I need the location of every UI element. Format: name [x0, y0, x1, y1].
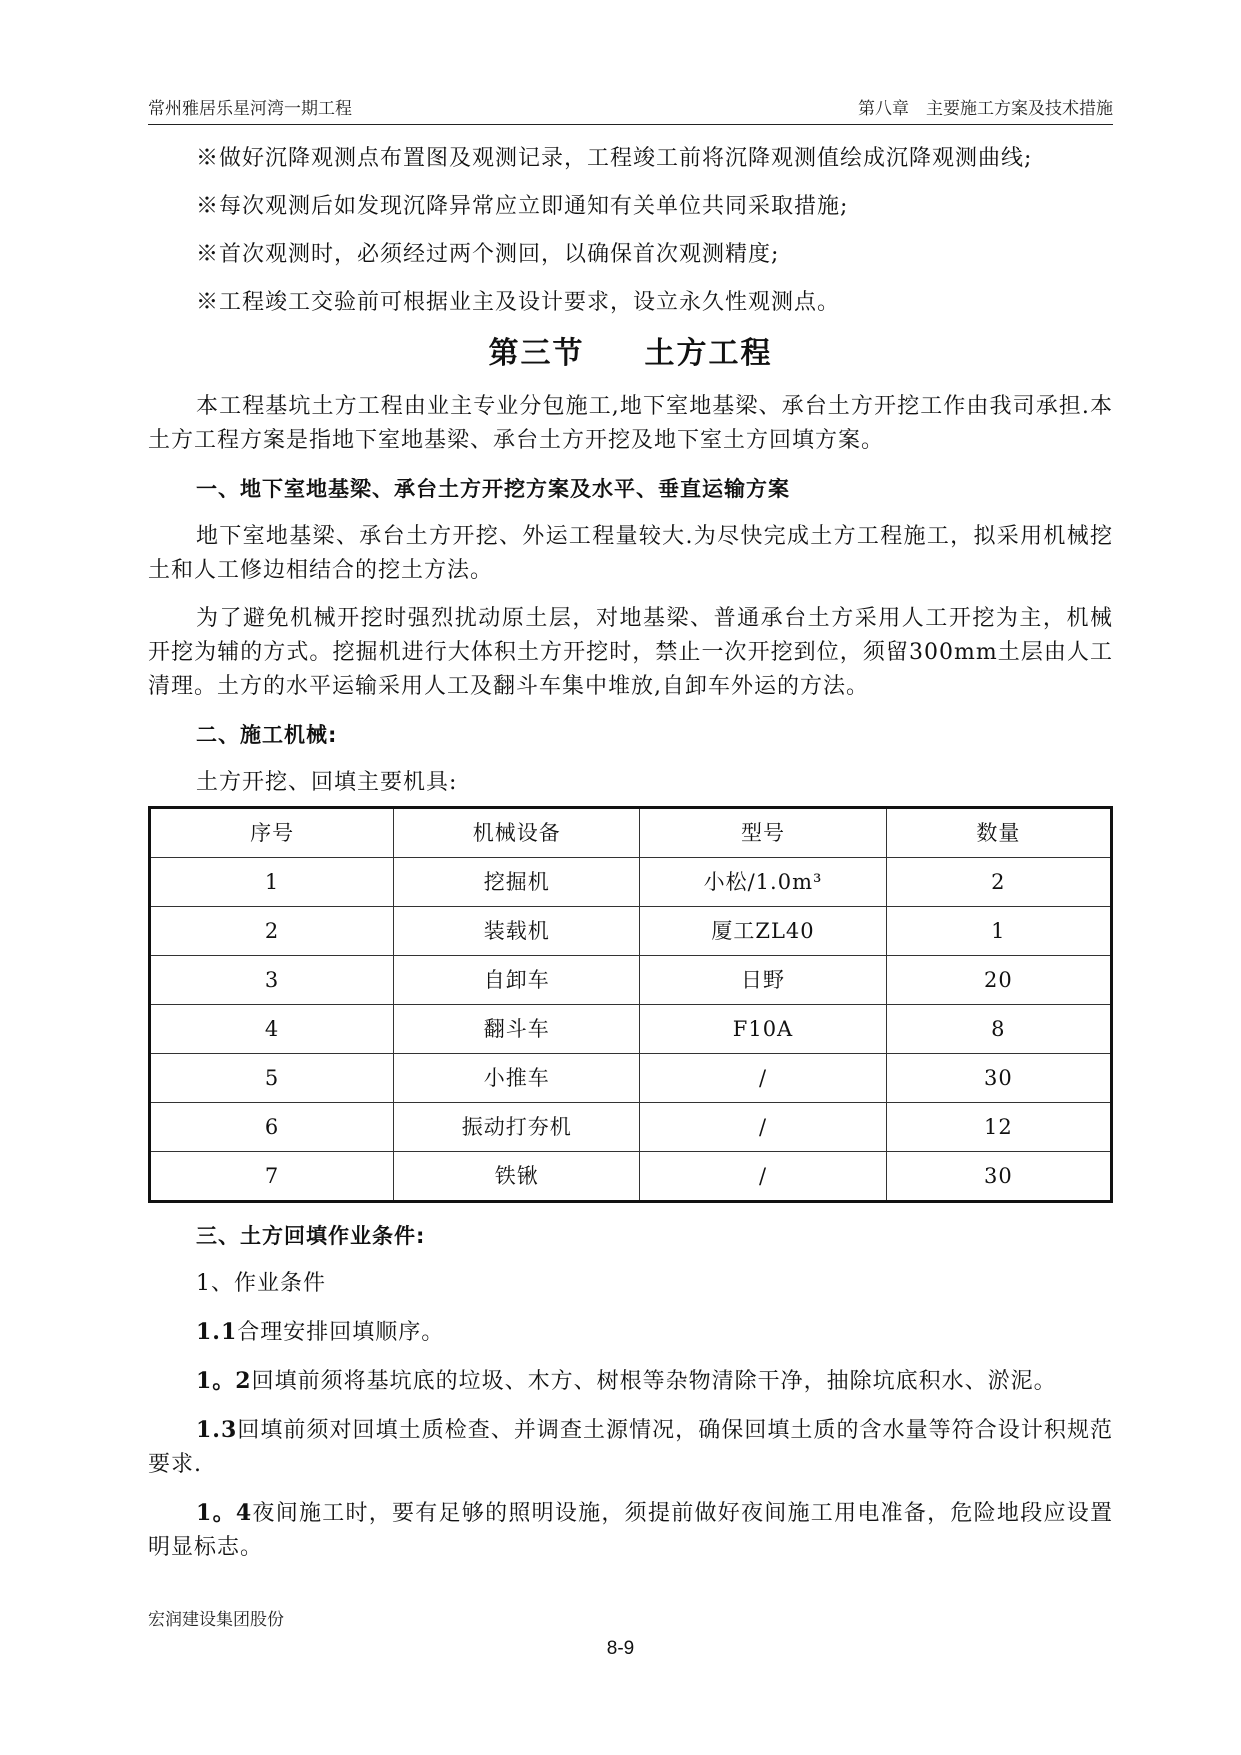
header-chapter-title: 第八章 主要施工方案及技术措施: [858, 99, 1113, 119]
page-number: 8-9: [606, 1638, 635, 1659]
footer-company: 宏润建设集团股份: [148, 1610, 284, 1630]
table-row: [150, 1152, 1112, 1202]
item-number: 1.1: [196, 1319, 238, 1345]
section-name: 土方工程: [644, 336, 773, 371]
table-cell: 小推车: [394, 1054, 640, 1103]
item-number: 1.3: [196, 1417, 238, 1443]
table-cell: 5: [150, 1054, 394, 1103]
heading-backfill-conditions: 三、土方回填作业条件:: [196, 1224, 426, 1248]
table-cell: 装载机: [394, 907, 640, 956]
item-text: 回填前须对回填土质检查、并调查土源情况，确保回填土质的含水量等符合设计积规范要求.: [148, 1418, 1113, 1477]
table-cell: 小松/1.0m³: [640, 858, 886, 907]
item-text: 合理安排回填顺序。: [237, 1320, 445, 1345]
bullet-item: ※首次观测时，必须经过两个测回，以确保首次观测精度;: [196, 242, 780, 267]
table-cell: 2: [150, 907, 394, 956]
sub-heading: 1、作业条件: [196, 1271, 326, 1296]
intro-paragraph: 本工程基坑土方工程由业主专业分包施工,地下室地基梁、承台土方开挖工作由我司承担.本土方工程方案是指地下室地基梁、承台土方开挖及地下室土方回填方案。: [148, 394, 1113, 453]
table-cell: 4: [150, 1005, 394, 1054]
table-caption: 土方开挖、回填主要机具:: [196, 770, 458, 795]
numbered-item: [148, 1413, 1113, 1482]
heading-excavation-plan: 一、地下室地基梁、承台土方开挖方案及水平、垂直运输方案: [196, 477, 790, 501]
section-title: [148, 334, 1113, 374]
machinery-table: [148, 806, 1113, 1203]
bullet-item: ※工程竣工交验前可根据业主及设计要求，设立永久性观测点。: [196, 290, 841, 315]
column-header: 机械设备: [394, 808, 640, 858]
table-cell: 铁锹: [394, 1152, 640, 1202]
item-number: 1。4: [196, 1500, 253, 1526]
table-cell: 30: [886, 1054, 1111, 1103]
table-cell: 自卸车: [394, 956, 640, 1005]
numbered-item: [148, 1364, 1113, 1399]
table-cell: /: [640, 1152, 886, 1202]
table-cell: F10A: [640, 1005, 886, 1054]
section-number: 第三节: [488, 336, 585, 371]
paragraph: 为了避免机械开挖时强烈扰动原土层，对地基梁、普通承台土方采用人工开挖为主，机械开挖为辅的方式。挖掘机进行大体积土方开挖时，禁止一次开挖到位，须留300mm土层由人工清理。土方的水平运输采用人工及翻斗车集中堆放,自卸车外运的方法。: [148, 606, 1113, 699]
header-project-name: 常州雅居乐星河湾一期工程: [148, 99, 352, 119]
column-header: 数量: [886, 808, 1111, 858]
bullet-item: ※做好沉降观测点布置图及观测记录，工程竣工前将沉降观测值绘成沉降观测曲线;: [196, 146, 1033, 171]
table-cell: 1: [886, 907, 1111, 956]
table-row: [150, 1005, 1112, 1054]
table-cell: 2: [886, 858, 1111, 907]
column-header: 型号: [640, 808, 886, 858]
item-text: 回填前须将基坑底的垃圾、木方、树根等杂物清除干净，抽除坑底积水、淤泥。: [251, 1369, 1057, 1394]
table-cell: 30: [886, 1152, 1111, 1202]
bullet-item: ※每次观测后如发现沉降异常应立即通知有关单位共同采取措施;: [196, 194, 849, 219]
heading-machinery: 二、施工机械:: [196, 723, 338, 747]
column-header: 序号: [150, 808, 394, 858]
page-body: [148, 142, 1113, 1579]
table-cell: 厦工ZL40: [640, 907, 886, 956]
numbered-item: [148, 1315, 1113, 1350]
item-number: 1。2: [196, 1368, 252, 1394]
table-cell: 3: [150, 956, 394, 1005]
table-cell: /: [640, 1103, 886, 1152]
item-text: 夜间施工时，要有足够的照明设施，须提前做好夜间施工用电准备，危险地段应设置明显标志。: [148, 1501, 1113, 1560]
table-cell: 12: [886, 1103, 1111, 1152]
page-header: [148, 92, 1113, 125]
table-row: [150, 907, 1112, 956]
table-cell: 7: [150, 1152, 394, 1202]
table-cell: /: [640, 1054, 886, 1103]
paragraph: 地下室地基梁、承台土方开挖、外运工程量较大.为尽快完成土方工程施工，拟采用机械挖土和人工修边相结合的挖土方法。: [148, 524, 1113, 583]
numbered-item: [148, 1496, 1113, 1565]
table-row: [150, 1103, 1112, 1152]
table-row: [150, 1054, 1112, 1103]
table-cell: 8: [886, 1005, 1111, 1054]
table-cell: 翻斗车: [394, 1005, 640, 1054]
table-row: [150, 956, 1112, 1005]
table-row: [150, 858, 1112, 907]
table-cell: 振动打夯机: [394, 1103, 640, 1152]
table-cell: 日野: [640, 956, 886, 1005]
table-cell: 1: [150, 858, 394, 907]
table-cell: 6: [150, 1103, 394, 1152]
table-header-row: [150, 808, 1112, 858]
table-cell: 20: [886, 956, 1111, 1005]
table-cell: 挖掘机: [394, 858, 640, 907]
